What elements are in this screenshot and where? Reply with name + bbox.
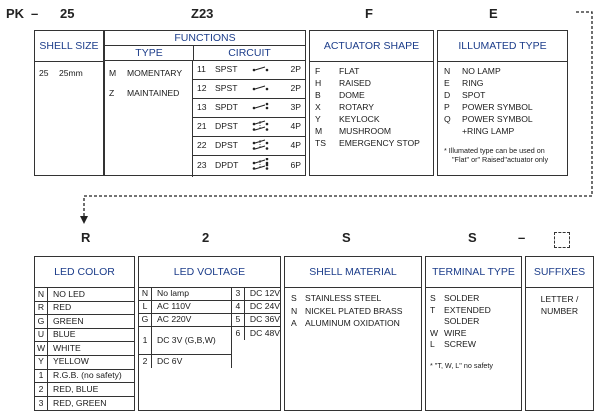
- suffix-placeholder-box: [554, 232, 570, 248]
- led-color-row: [35, 342, 134, 356]
- functions-title: FUNCTIONS: [105, 31, 305, 46]
- functions-panel: [104, 30, 306, 176]
- functions-type-header: TYPE: [105, 46, 194, 60]
- actuator-item-label: FLAT: [339, 66, 360, 76]
- circuit-number: 21: [197, 121, 207, 132]
- led-voltage-row-label: AC 110V: [157, 301, 191, 312]
- led-voltage-row-label: DC 3V (G,B,W): [157, 334, 216, 345]
- actuator-shape-panel: [309, 30, 434, 176]
- actuator-item-key: F: [315, 66, 321, 76]
- terminal-item: [430, 305, 521, 317]
- actuator-list: [310, 62, 433, 150]
- terminal-type-panel: [425, 256, 522, 411]
- led-voltage-right-list: [232, 288, 280, 368]
- material-item-key: S: [291, 293, 297, 303]
- terminal-item: [430, 339, 521, 351]
- suffixes-title: SUFFIXES: [533, 266, 586, 278]
- led-color-title: LED COLOR: [54, 266, 115, 278]
- illuminated-item-label: RING: [462, 78, 484, 88]
- illuminated-item: [444, 66, 567, 78]
- led-color-row: [35, 370, 134, 384]
- led-color-row-key: Y: [35, 356, 48, 369]
- circuit-number: 12: [197, 83, 207, 94]
- terminal-item-key: S: [430, 293, 436, 303]
- led-voltage-row-key: 5: [232, 314, 245, 326]
- led-color-row-key: W: [35, 342, 48, 355]
- circuit-row: [193, 61, 305, 80]
- illuminated-item: [444, 114, 567, 126]
- shell-size-key: 25: [39, 68, 49, 78]
- circuit-poles: 4P: [290, 140, 301, 151]
- led-voltage-row: [232, 327, 280, 340]
- shell-material-list: [285, 288, 421, 331]
- code-terminal: S: [468, 230, 477, 245]
- terminal-item-key: W: [430, 327, 439, 338]
- actuator-item-label: ROTARY: [339, 102, 375, 112]
- suffixes-line2: NUMBER: [540, 305, 579, 316]
- code-actuator: F: [365, 6, 373, 21]
- led-voltage-row: [139, 288, 231, 301]
- actuator-item: [315, 78, 433, 90]
- terminal-type-title: TERMINAL TYPE: [432, 266, 515, 278]
- circuit-poles: 4P: [290, 121, 301, 132]
- actuator-item-key: X: [315, 102, 321, 112]
- switch-symbol-icon: [251, 119, 285, 135]
- led-voltage-row-label: DC 24V: [249, 301, 280, 312]
- code-functions: Z23: [191, 6, 214, 21]
- led-color-row-label: RED, GREEN: [53, 397, 107, 408]
- actuator-item: [315, 66, 433, 78]
- illuminated-item-key: N: [444, 66, 451, 76]
- function-type-momentary: M MOMENTARY: [109, 68, 183, 78]
- actuator-item: [315, 102, 433, 114]
- terminal-item-key: L: [430, 339, 435, 349]
- led-color-row-key: G: [35, 315, 48, 328]
- shell-size-value: 25mm: [58, 68, 83, 78]
- circuit-poles: 2P: [290, 83, 301, 94]
- led-color-row-label: R.G.B. (no safety): [53, 370, 122, 381]
- terminal-item: [430, 328, 521, 340]
- led-voltage-row-key: G: [139, 314, 152, 326]
- circuit-row: [193, 99, 305, 118]
- circuit-row: [193, 137, 305, 156]
- led-voltage-row-key: 6: [232, 327, 245, 340]
- actuator-item-key: Y: [315, 114, 321, 124]
- led-color-row: [35, 315, 134, 329]
- illuminated-item: [444, 126, 567, 138]
- material-item: [291, 306, 421, 319]
- circuit-number: 23: [197, 159, 207, 170]
- switch-symbol-icon: [251, 81, 285, 97]
- circuit-name: DPST: [215, 140, 238, 151]
- shell-material-panel: [284, 256, 422, 411]
- code-illuminated: E: [489, 6, 498, 21]
- switch-symbol-icon: [251, 138, 285, 154]
- illuminated-item: [444, 90, 567, 102]
- terminal-item-label: WIRE: [444, 327, 467, 338]
- circuit-poles: 6P: [290, 159, 301, 170]
- illuminated-item: [444, 78, 567, 90]
- actuator-item-key: H: [315, 78, 322, 88]
- terminal-item-label: EXTENDED: [444, 304, 491, 315]
- actuator-item-key: B: [315, 90, 321, 100]
- illuminated-item-key: Q: [444, 114, 451, 124]
- led-voltage-row: [232, 301, 280, 314]
- actuator-item-label: DOME: [339, 90, 365, 100]
- led-color-row-key: U: [35, 329, 48, 342]
- illuminated-item-key: D: [444, 90, 451, 100]
- illuminated-item-label: +RING LAMP: [462, 126, 515, 136]
- actuator-item: [315, 90, 433, 102]
- led-voltage-row: [139, 327, 231, 355]
- terminal-list: [426, 288, 521, 351]
- led-voltage-row-label: DC 6V: [157, 355, 183, 366]
- circuit-poles: 2P: [290, 64, 301, 75]
- led-color-row-label: WHITE: [53, 342, 81, 353]
- led-voltage-row-label: AC 220V: [157, 314, 192, 325]
- actuator-item: [315, 114, 433, 126]
- actuator-item-label: MUSHROOM: [339, 126, 392, 136]
- led-voltage-row-key: L: [139, 301, 152, 313]
- led-color-row-key: 2: [35, 383, 48, 396]
- circuit-number: 11: [197, 64, 206, 75]
- led-voltage-left-list: [139, 288, 232, 368]
- actuator-item: [315, 138, 433, 150]
- switch-symbol-icon: [251, 158, 285, 174]
- circuit-row: [193, 80, 305, 99]
- led-color-row-label: RED, BLUE: [53, 383, 99, 394]
- code-shell-material: S: [342, 230, 351, 245]
- led-color-row: [35, 329, 134, 343]
- led-color-row: [35, 383, 134, 397]
- terminal-item-label: SCREW: [444, 339, 476, 349]
- code-separator-2: –: [518, 230, 526, 245]
- circuit-name: SPDT: [215, 102, 238, 113]
- led-voltage-row-key: 4: [232, 301, 245, 313]
- led-voltage-row-key: N: [139, 288, 152, 300]
- illuminated-list: [438, 62, 567, 138]
- led-voltage-row: [232, 288, 280, 301]
- led-voltage-panel: [138, 256, 281, 411]
- code-led-voltage: 2: [202, 230, 210, 245]
- illuminated-item: [444, 102, 567, 114]
- terminal-item-label: SOLDER: [444, 293, 480, 303]
- circuit-name: SPST: [215, 64, 238, 75]
- actuator-item-key: TS: [315, 138, 326, 148]
- terminal-item: [430, 316, 521, 328]
- led-color-row-label: NO LED: [53, 288, 85, 299]
- illuminated-note-line1: * Illumated type can be used on: [444, 146, 545, 155]
- illuminated-item-key: E: [444, 78, 450, 88]
- illuminated-item-label: NO LAMP: [462, 66, 501, 76]
- suffixes-panel: [525, 256, 594, 411]
- led-color-panel: [34, 256, 135, 411]
- led-color-row-label: GREEN: [53, 315, 84, 326]
- code-prefix: PK: [6, 6, 25, 21]
- actuator-item-key: M: [315, 126, 323, 136]
- circuit-row: [193, 156, 305, 175]
- illuminated-item-label: SPOT: [462, 90, 486, 100]
- circuit-name: DPST: [215, 121, 238, 132]
- material-item-label: ALUMINUM OXIDATION: [305, 318, 400, 328]
- led-voltage-row: [139, 355, 231, 368]
- actuator-item-label: KEYLOCK: [339, 114, 380, 124]
- actuator-item-label: RAISED: [339, 78, 371, 88]
- led-color-row-key: 1: [35, 370, 48, 383]
- illuminated-item-key: [444, 126, 462, 138]
- code-shell-size: 25: [60, 6, 75, 21]
- led-color-row: [35, 288, 134, 302]
- illuminated-type-title: ILLUMATED TYPE: [458, 40, 547, 52]
- terminal-note: * "T, W, L" no safety: [430, 360, 494, 370]
- terminal-item-label: SOLDER: [444, 316, 480, 326]
- material-item-label: NICKEL PLATED BRASS: [305, 305, 403, 316]
- led-voltage-title: LED VOLTAGE: [173, 266, 246, 278]
- shell-size-panel: [34, 30, 104, 176]
- material-item: [291, 293, 421, 306]
- led-color-row-key: N: [35, 288, 48, 301]
- actuator-item-label: EMERGENCY STOP: [339, 138, 420, 148]
- led-voltage-row-key: 1: [139, 327, 152, 354]
- actuator-item: [315, 126, 433, 138]
- circuit-number: 13: [197, 102, 207, 113]
- material-item: [291, 318, 421, 331]
- led-voltage-row-label: No lamp: [157, 288, 189, 299]
- illuminated-item-key: P: [444, 102, 450, 112]
- circuit-name: DPDT: [215, 159, 239, 170]
- circuit-poles: 3P: [290, 102, 301, 113]
- terminal-item-key: T: [430, 304, 436, 315]
- switch-symbol-icon: [251, 62, 285, 78]
- led-color-row: [35, 397, 134, 411]
- illuminated-note-line2: "Flat" or" Raised"actuator only: [452, 155, 549, 164]
- terminal-item-key: [430, 316, 444, 328]
- functions-circuit-header: CIRCUIT: [228, 47, 271, 59]
- led-color-row-label: YELLOW: [53, 356, 89, 367]
- code-led-color: R: [81, 230, 91, 245]
- led-color-row: [35, 302, 134, 316]
- material-item-label: STAINLESS STEEL: [305, 293, 382, 303]
- shell-size-title: SHELL SIZE: [39, 40, 99, 52]
- illuminated-item-label: POWER SYMBOL: [462, 114, 533, 124]
- switch-symbol-icon: [251, 100, 285, 116]
- illuminated-item-label: POWER SYMBOL: [462, 102, 533, 112]
- material-item-key: N: [291, 305, 298, 316]
- circuit-list: [193, 61, 305, 177]
- led-voltage-row-key: 2: [139, 355, 152, 368]
- led-voltage-row: [232, 314, 280, 327]
- suffixes-line1: LETTER /: [540, 294, 579, 304]
- illuminated-type-panel: [437, 30, 568, 176]
- function-type-maintained: Z MAINTAINED: [109, 88, 180, 98]
- led-voltage-row-label: DC 36V: [249, 314, 280, 325]
- actuator-shape-title: ACTUATOR SHAPE: [323, 40, 420, 52]
- material-item-key: A: [291, 318, 297, 328]
- circuit-row: [193, 118, 305, 137]
- led-color-row-label: RED: [53, 302, 72, 313]
- led-color-row-key: R: [35, 302, 48, 315]
- circuit-number: 22: [197, 140, 207, 151]
- shell-material-title: SHELL MATERIAL: [309, 266, 397, 278]
- led-voltage-row-label: DC 12V: [249, 288, 280, 299]
- terminal-item: [430, 293, 521, 305]
- led-color-row: [35, 356, 134, 370]
- led-voltage-row: [139, 301, 231, 314]
- circuit-name: SPST: [215, 83, 238, 94]
- led-voltage-row-key: 3: [232, 288, 245, 300]
- led-color-row-key: 3: [35, 397, 48, 411]
- led-voltage-row-label: DC 48V: [249, 327, 280, 338]
- code-separator: –: [31, 6, 39, 21]
- led-voltage-row: [139, 314, 231, 327]
- led-color-list: [35, 288, 134, 410]
- led-color-row-label: BLUE: [53, 329, 76, 340]
